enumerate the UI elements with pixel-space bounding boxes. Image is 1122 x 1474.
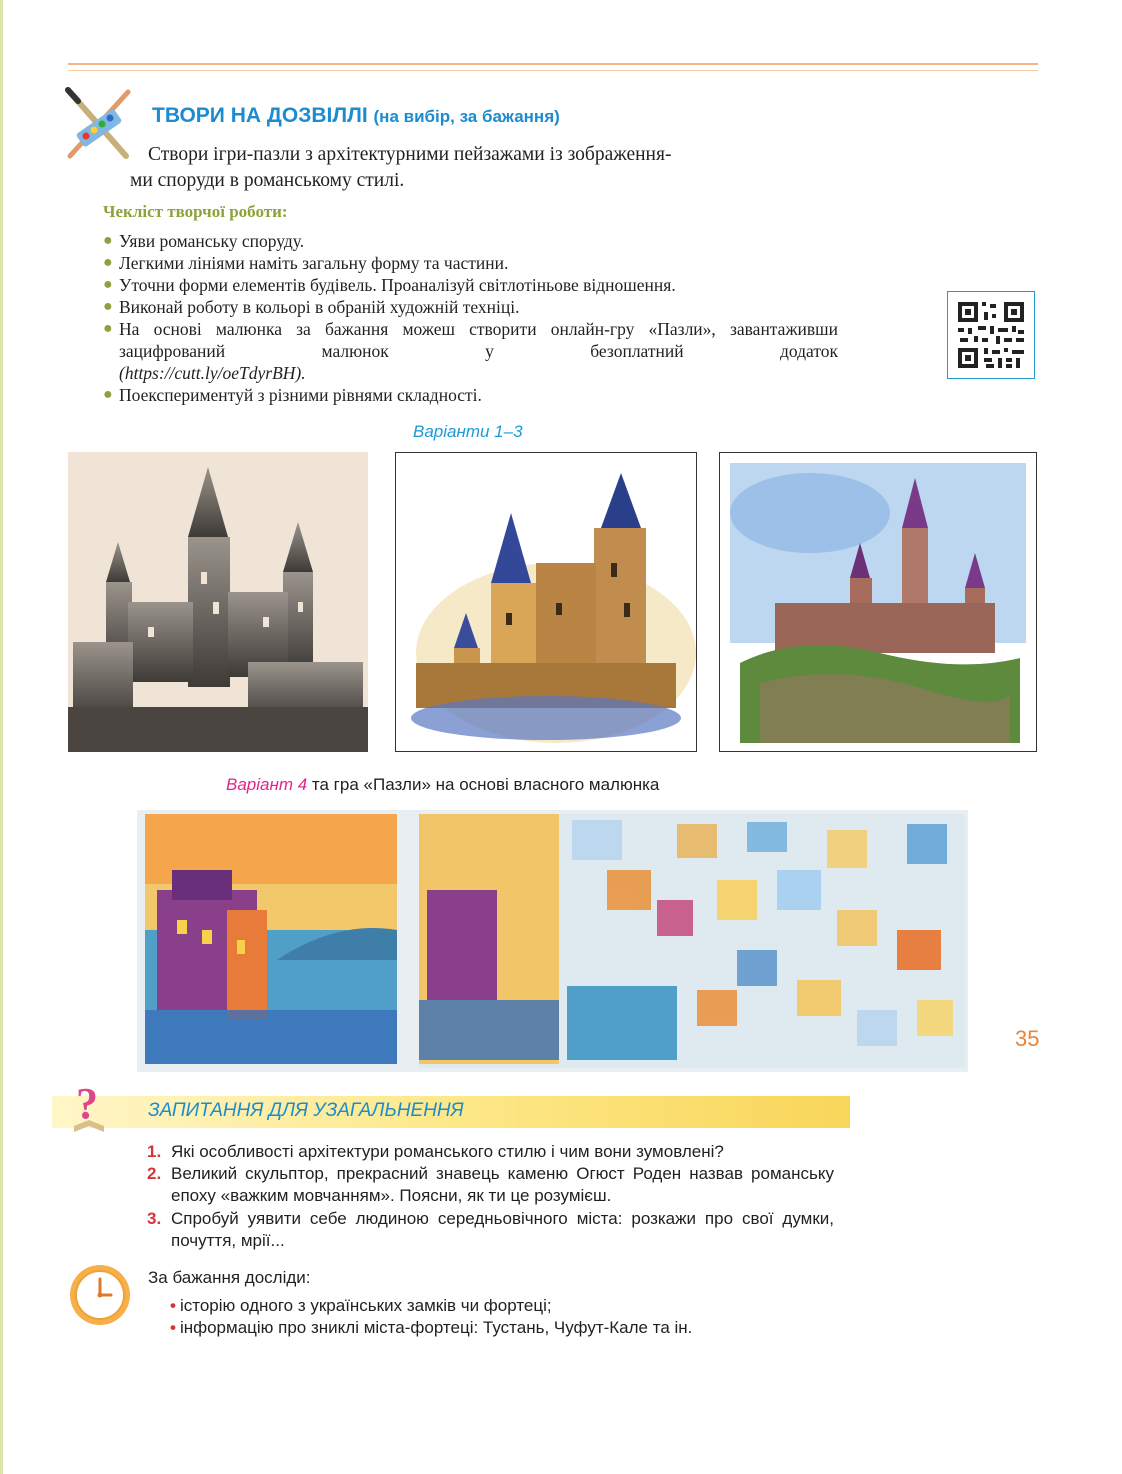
svg-text:?: ? [76,1079,98,1128]
question-item: 3. Спробуй уявити себе людиною середньовічного міста: розкажи про свої думки, почуття, мрії... [147,1209,834,1250]
section-title-sub: (на вибір, за бажання) [373,107,560,126]
variant-4-puzzle-image [137,810,968,1072]
variant-4-caption [226,775,659,795]
checklist-item: ● Легкими лініями наміть загальну форму та частини. [103,253,509,273]
intro-line-1: Створи ігри-пазли з архітектурними пейзажами із зображення- [148,144,672,165]
checklist-item: ● Уточни форми елементів будівель. Проаналізуй світлотіньове відношення. [103,275,676,295]
intro-text [130,142,840,194]
page-number: 35 [1015,1026,1040,1051]
variant-1-image [68,452,368,752]
top-rule [68,63,1038,65]
section-title-main: ТВОРИ НА ДОЗВІЛЛІ [152,104,368,127]
checklist-item: ● Уяви романську споруду. [103,231,305,251]
checklist-item: ● Поекспериментуй з різними рівнями складності. [103,385,482,405]
section-title [152,104,560,128]
questions-heading: ЗАПИТАННЯ ДЛЯ УЗАГАЛЬНЕННЯ [148,1100,464,1121]
variant-3-image [719,452,1037,752]
variants-caption: Варіанти 1–3 [413,422,523,441]
question-item: 2. Великий скульптор, прекрасний знавець каменю Огюст Роден назвав романську епоху «важким мовчанням». Поясни, як ти це розумієш. [147,1164,834,1205]
intro-line-2: ми споруди в романському стилі. [130,170,405,191]
checklist-heading: Чекліст творчої роботи: [103,202,288,221]
clock-icon [67,1262,133,1328]
research-item: • інформацію про зниклі міста-фортеці: Тустань, Чуфут-Кале та ін. [170,1318,693,1337]
checklist-link[interactable]: (https://cutt.ly/oeTdyrBH). [119,363,306,383]
variant-4-caption-rest: та гра «Пазли» на основі власного малюнка [307,775,660,794]
question-item: 1. Які особливості архітектури романського стилю і чим вони зумовлені? [147,1142,724,1161]
qr-code-icon[interactable] [947,291,1035,379]
variant-4-caption-highlight: Варіант 4 [226,775,308,794]
paintbrush-palette-icon [58,84,138,164]
research-item: • історію одного з українських замків чи фортеці; [170,1296,552,1315]
checklist-item: ● На основі малюнка за бажання можеш створити онлайн-гру «Пазли», завантаживши зацифрований малюнок у безоплатний додаток (https://cutt.ly/oeTdyrBH). [103,319,838,383]
checklist-item: ● Виконай роботу в кольорі в обраній художній техніці. [103,297,520,317]
top-rule-thin [68,70,1038,71]
page-edge [0,0,3,1474]
research-intro: За бажання досліди: [148,1268,311,1287]
question-book-icon [62,1074,116,1136]
variant-2-image [395,452,697,752]
